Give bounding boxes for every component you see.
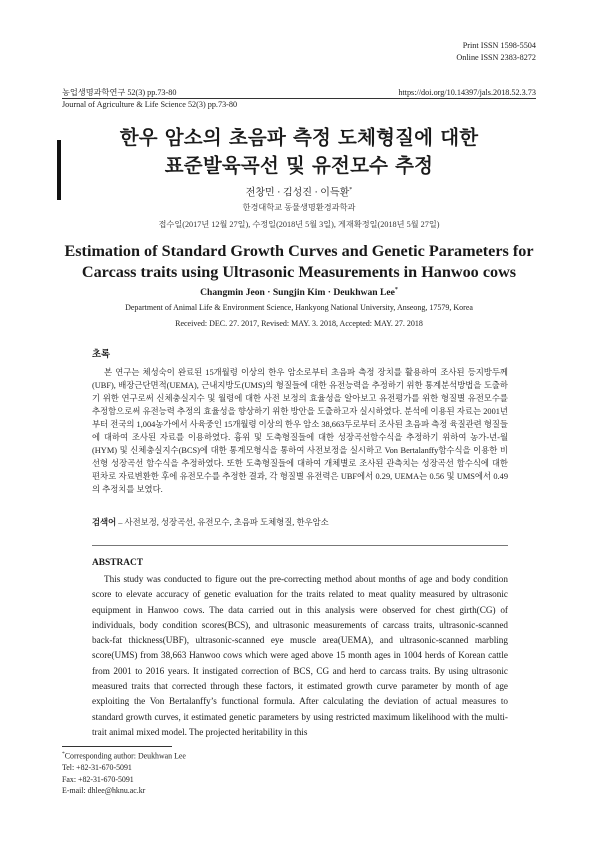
side-marker-bar [57, 140, 61, 200]
footnote-tel: Tel: +82-31-670-5091 [62, 763, 132, 773]
footnote-corresponding [62, 749, 186, 762]
kr-title-line2: 표준발육곡선 및 유전모수 추정 [164, 154, 434, 177]
footnote-rule [62, 746, 172, 747]
en-dates: Received: DEC. 27. 2017, Revised: MAY. 3. 2018, Accepted: MAY. 27. 2018 [175, 319, 423, 328]
en-title-line1: Estimation of Standard Growth Curves and Genetic Parameters for [64, 242, 534, 260]
kr-abstract-body: 본 연구는 체성숙이 완료된 15개월령 이상의 한우 암소로부터 초음파 측정 장치를 활용하여 조사된 등지방두께(UBF), 배장근단면적(UEMA), 근내지방도(UMS)의 형질들에 대한 유전능력을 추정하기 위한 통계분석방법을 도출하기 위한 연구로써 신체충실지수 및 월령에 대한 사전 보정의 효율성을 알아보고 유전평가를 위한 형질별 유전모수를 추정함으로써 유전능력 추정의 효율성을 향상하기 위한 방안을 도출하고자 실시하였다. 분석에 이용된 자료는 2001년부터 전국의 1,004농가에서 사육중인 15개월령 이상의 한우 암소 38,663두로부터 조사된 초음파 측정 육질관련 형질들에 대하여 조사된 자료를 이용하였다. 흉위 및 도축형질들에 대한 성장곡선함수식을 추정하기 위하여 농가-년-월(HYM) 및 신체충실지수(BCS)에 대한 통계모형식을 통하여 사전보정을 실시하고 Von Bertalanffy함수식을 이용한 비선형 성장곡선 함수식을 추정하였다. 또한 도축형질들에 대하여 개체별로 조사된 관측치는 성장곡선 함수식에 대한 편차로 자료변환한 후에 유전모수를 추정한 결과, 각 형질별 유전력은 UBF에서 0.29, UEMA는 0.56 및 UMS에서 0.49의 추정치를 보였다. [92, 368, 508, 494]
kr-author-names: 전창민 · 김성진 · 이득환 [245, 187, 350, 199]
doi-link[interactable]: https://doi.org/10.14397/jals.2018.52.3.73 [398, 88, 536, 97]
en-authors [62, 284, 536, 299]
en-title-line2: Carcass traits using Ultrasonic Measurements in Hanwoo cows [81, 262, 517, 281]
kr-authors [62, 184, 536, 199]
footnote-email[interactable]: E-mail: dhlee@hknu.ac.kr [62, 786, 146, 796]
footnote-corresponding-text: Corresponding author: Deukhwan Lee [64, 751, 186, 761]
kr-journal-citation: 농업생명과학연구 52(3) pp.73-80 [62, 88, 177, 97]
en-journal-citation: Journal of Agriculture & Life Science 52(3) pp.73-80 [62, 100, 238, 109]
print-issn: Print ISSN 1598-5504 [462, 41, 536, 50]
section-divider [92, 545, 508, 546]
issn-block [456, 40, 536, 63]
kr-title [62, 124, 536, 180]
en-affiliation: Department of Animal Life & Environment Science, Hankyong National University, Anseong, 17579, Korea [125, 303, 473, 312]
en-author-names: Changmin Jeon · Sungjin Kim · Deukhwan Lee [200, 287, 395, 299]
keywords [92, 517, 508, 529]
en-author-mark: * [394, 287, 398, 293]
footnote-mark: * [62, 751, 65, 757]
en-abstract-body: This study was conducted to figure out the pre-correcting method about months of age and body condition score to elevate accuracy of genetic evaluation for the traits related to meat quality measured by ultrasonic equipment in Hanwoo cows. The data carried out in this analysis were observed for chest girth(CG) of individuals, body condition scores(BCS), and ultrasonic measurements of carcass traits, ultrasonic-scanned back-fat thickness(UBF), ultrasonic-scanned eye muscle area(UEMA), and ultrasonic-scanned marbling score(UMS) from 38,663 Hanwoo cows which were aged above 15 month ages in 1004 herds of Korean cattle from 2001 to 2016 years. It instigated correction of BCS, CG and herd to carcass traits. By using ultrasonic measured traits that corrected through these factors, it estimated growth curve parameter by month of age exploiting the Von Bertalanffy’s functional formula. After calculating the deviation of actual measures to standard growth curves, it estimated genetic parameters by using restricted maximum likelihood with the multi-trait animal mixed model. The projected heritability in this [92, 574, 508, 737]
kr-abstract-heading: 초록 [92, 350, 111, 360]
kr-author-mark: * [349, 187, 353, 193]
kr-title-line1: 한우 암소의 초음파 측정 도체형질에 대한 [119, 126, 479, 149]
kr-dates: 접수일(2017년 12월 27일), 수정일(2018년 5월 3일), 게재확정일(2018년 5월 27일) [158, 220, 440, 229]
keywords-text: – 사전보정, 성장곡선, 유전모수, 초음파 도체형질, 한우암소 [116, 518, 329, 527]
en-title [62, 241, 536, 282]
footnote-fax: Fax: +82-31-670-5091 [62, 774, 134, 784]
online-issn: Online ISSN 2383-8272 [456, 52, 536, 62]
footnote [62, 749, 186, 797]
en-abstract-heading: ABSTRACT [92, 558, 144, 568]
kr-affiliation: 한경대학교 동물생명환경과학과 [242, 203, 356, 212]
keywords-label: 검색어 [92, 518, 117, 527]
